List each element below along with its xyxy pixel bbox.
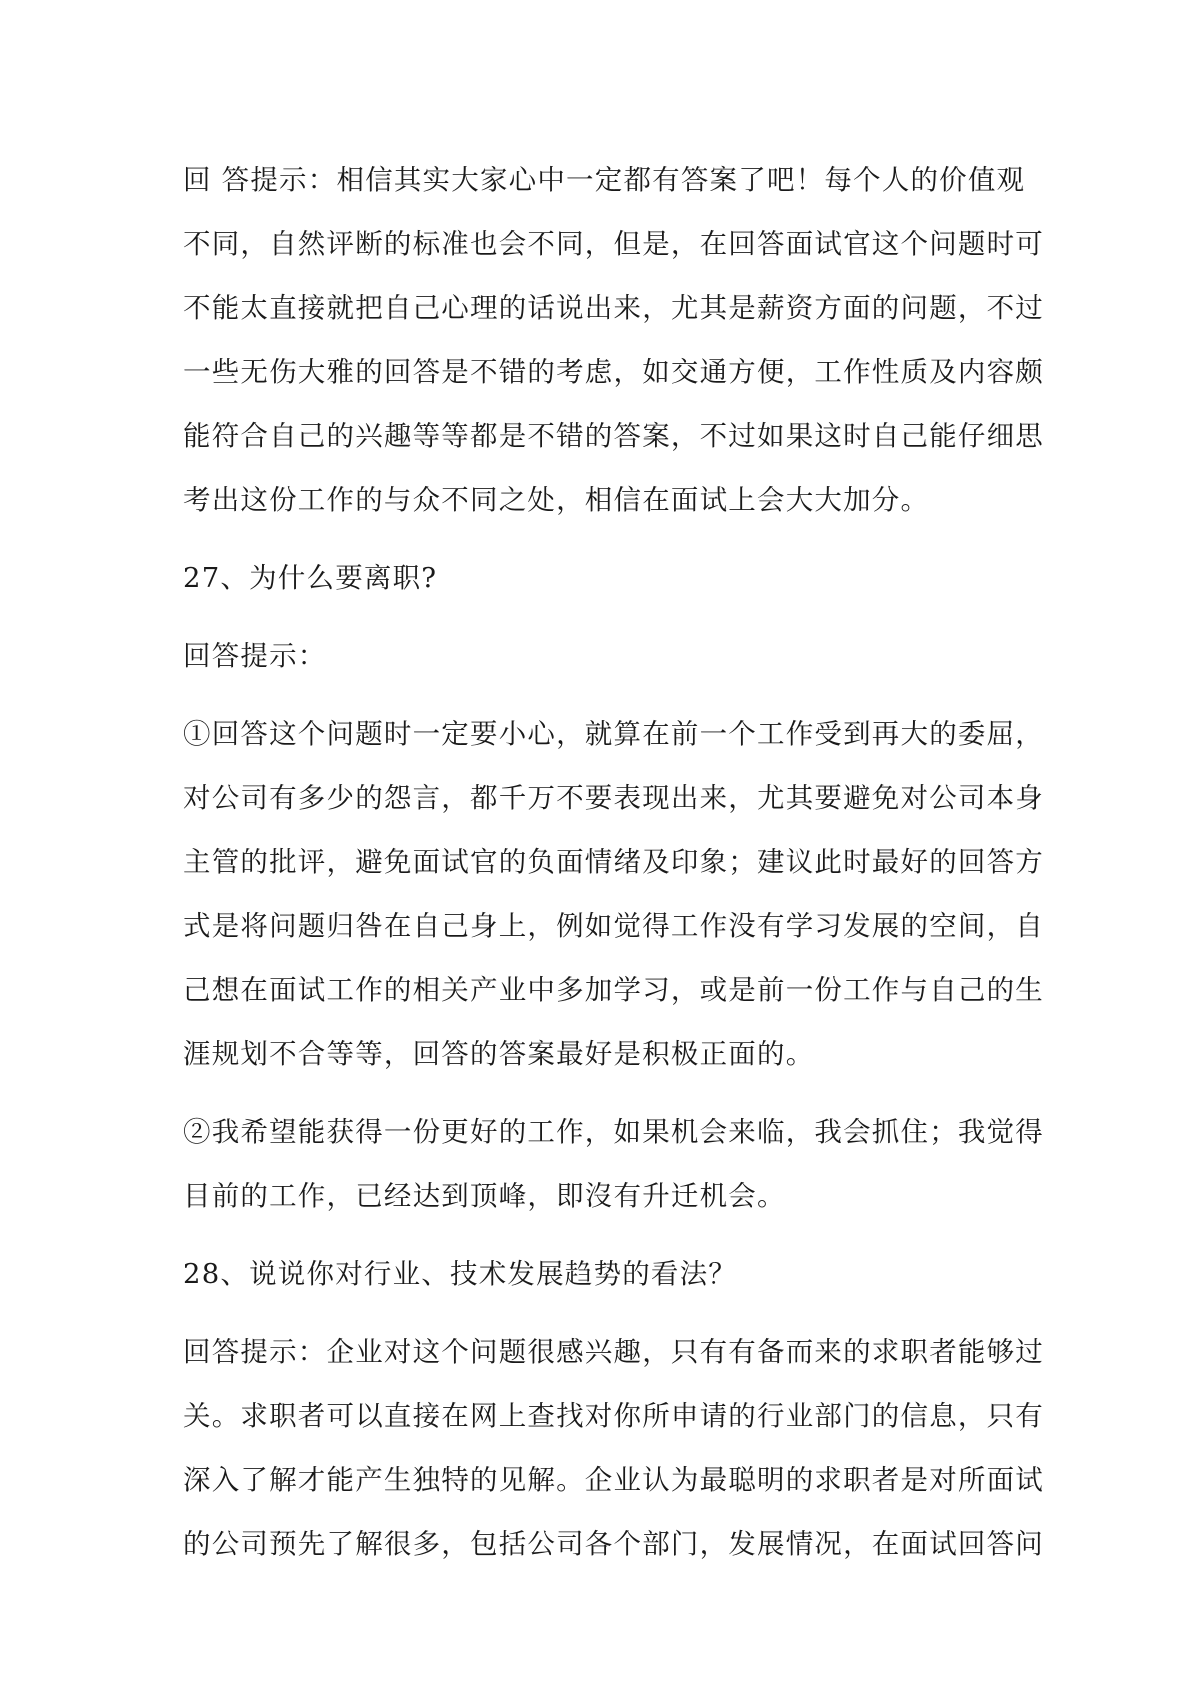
text-line: 能符合自己的兴趣等等都是不错的答案，不过如果这时自己能仔细思: [183, 420, 1044, 452]
text-line: 涯规划不合等等，回答的答案最好是积极正面的。: [183, 1038, 815, 1070]
question-title: 27、为什么要离职?: [183, 562, 438, 594]
answer-point-1: [183, 702, 1044, 1086]
text-line: ①回答这个问题时一定要小心，就算在前一个工作受到再大的委屈，: [183, 718, 1044, 750]
answer-hint-paragraph-26: [183, 148, 1044, 532]
text-line: 不同，自然评断的标准也会不同，但是，在回答面试官这个问题时可: [183, 228, 1044, 260]
text-line: 考出这份工作的与众不同之处，相信在面试上会大大加分。: [183, 484, 930, 516]
question-heading-27: [183, 546, 1028, 610]
text-line: 己想在面试工作的相关产业中多加学习，或是前一份工作与自己的生: [183, 974, 1044, 1006]
text-line: 目前的工作，已经达到顶峰，即沒有升迁机会。: [183, 1180, 786, 1212]
text-line: 式是将问题归咎在自己身上，例如觉得工作没有学习发展的空间，自: [183, 910, 1044, 942]
text-line: 主管的批评，避免面试官的负面情绪及印象；建议此时最好的回答方: [183, 846, 1044, 878]
text-line: 一些无伤大雅的回答是不错的考虑，如交通方便，工作性质及内容颇: [183, 356, 1044, 388]
hint-label: 回答提示：: [183, 640, 327, 672]
text-line: 回 答提示：相信其实大家心中一定都有答案了吧！每个人的价值观: [183, 164, 1026, 196]
question-title: 28、说说你对行业、技术发展趋势的看法？: [183, 1258, 737, 1290]
text-line: 的公司预先了解很多，包括公司各个部门，发展情况，在面试回答问: [183, 1528, 1044, 1560]
text-line: 深入了解才能产生独特的见解。企业认为最聪明的求职者是对所面试: [183, 1464, 1044, 1496]
text-line: 不能太直接就把自己心理的话说出来，尤其是薪资方面的问题，不过: [183, 292, 1044, 324]
document-body: [183, 148, 1044, 1590]
text-line: ②我希望能获得一份更好的工作，如果机会来临，我会抓住；我觉得: [183, 1116, 1044, 1148]
text-line: 关。求职者可以直接在网上查找对你所申请的行业部门的信息，只有: [183, 1400, 1044, 1432]
answer-hint-label-27: [183, 624, 1028, 688]
text-line: 回答提示：企业对这个问题很感兴趣，只有有备而来的求职者能够过: [183, 1336, 1044, 1368]
text-line: 对公司有多少的怨言，都千万不要表现出来，尤其要避免对公司本身: [183, 782, 1044, 814]
question-heading-28: [183, 1242, 1028, 1306]
answer-point-2: [183, 1100, 1044, 1228]
answer-hint-paragraph-28: [183, 1320, 1044, 1576]
